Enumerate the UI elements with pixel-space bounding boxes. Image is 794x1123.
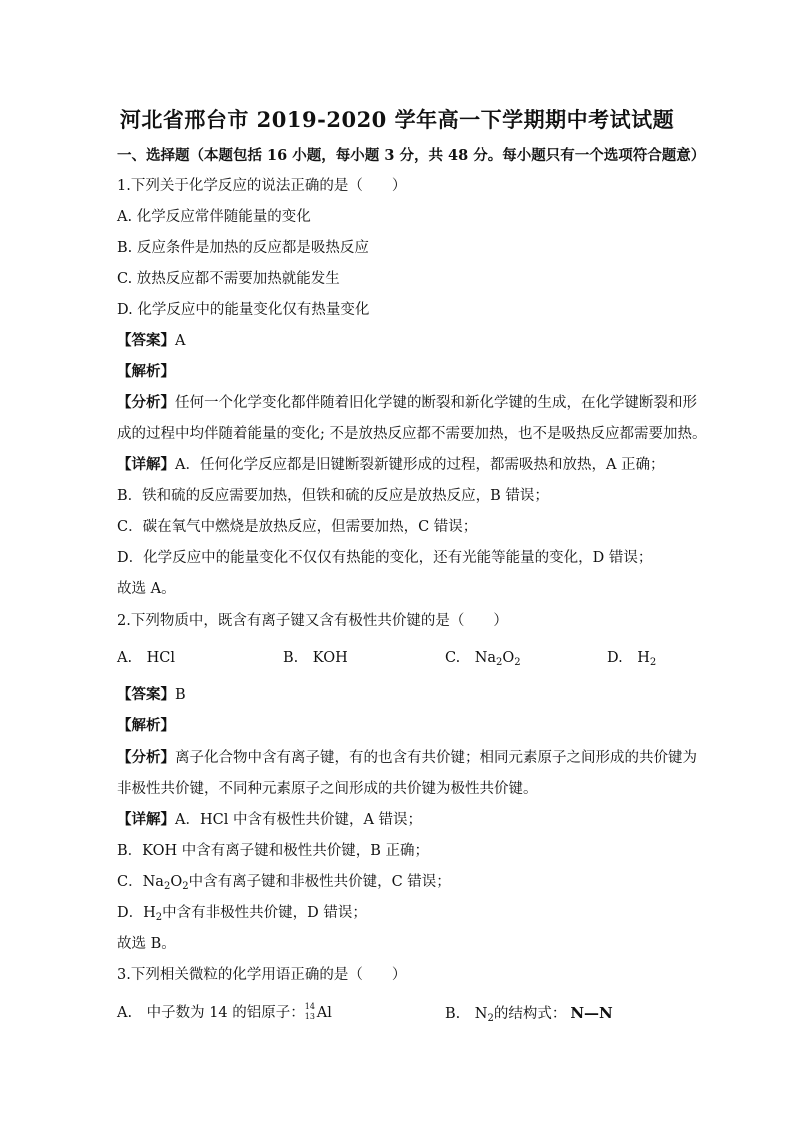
atomic-number: 13 — [304, 1012, 315, 1021]
xiangjie-label: 【详解】 — [117, 811, 175, 828]
q1-option-a: A. 化学反应常伴随能量的变化 — [117, 209, 311, 225]
option-letter: C. — [445, 650, 475, 666]
subscript: 2 — [487, 1013, 494, 1024]
q1-stem: 1.下列关于化学反应的说法正确的是（ ） — [117, 178, 407, 194]
formula-part: C．Na — [117, 874, 164, 890]
answer-label: 【答案】 — [117, 686, 175, 703]
subscript: 2 — [155, 912, 163, 923]
q1-analysis-label: 【解析】 — [117, 363, 175, 380]
q2-fenxi-line1 — [117, 748, 697, 768]
fenxi-label: 【分析】 — [117, 394, 175, 411]
q2-answer — [117, 685, 186, 705]
q2-xiangjie-a — [117, 810, 422, 830]
q2-option-d — [607, 648, 656, 668]
element-symbol: Al — [316, 1005, 332, 1021]
formula-part: D．H — [117, 905, 156, 921]
q2-analysis-label: 【解析】 — [117, 717, 175, 734]
q1-xiangjie-c: C．碳在氧气中燃烧是放热反应，但需要加热，C 错误； — [117, 519, 478, 535]
q2-option-b: B. KOH — [283, 650, 348, 666]
q2-fenxi-line2: 非极性共价键，不同种元素原子之间形成的共价键为极性共价键。 — [117, 781, 538, 797]
subscript: 2 — [163, 881, 171, 892]
q1-option-b: B. 反应条件是加热的反应都是吸热反应 — [117, 240, 369, 256]
q3-stem: 3.下列相关微粒的化学用语正确的是（ ） — [117, 967, 407, 983]
answer-value: B — [175, 687, 186, 703]
formula-part: H — [637, 650, 650, 666]
q1-option-c: C. 放热反应都不需要加热就能发生 — [117, 271, 340, 287]
page-title: 河北省邢台市 2019-2020 学年高一下学期期中考试试题 — [119, 107, 675, 132]
xiangjie-text: 中含有非极性共价键，D 错误； — [162, 905, 367, 921]
q1-answer — [117, 331, 185, 351]
fenxi-text: 离子化合物中含有离子键，有的也含有共价键；相同元素原子之间形成的共价键为 — [175, 750, 697, 766]
mass-number: 14 — [304, 1002, 315, 1011]
q1-xiangjie-a — [117, 455, 665, 475]
q1-xiangjie-b: B．铁和硫的反应需要加热，但铁和硫的反应是放热反应，B 错误； — [117, 488, 549, 504]
structural-formula: N—N — [570, 1004, 613, 1022]
subscript: 2 — [182, 881, 189, 892]
xiangjie-text: 中含有离子键和非极性共价键，C 错误； — [188, 874, 451, 890]
answer-value: A — [175, 333, 186, 349]
xiangjie-text: A．HCl 中含有极性共价键，A 错误； — [175, 812, 423, 828]
subscript: 2 — [496, 657, 503, 668]
fenxi-text: 任何一个化学变化都伴随着旧化学键的断裂和新化学键的生成，在化学键断裂和形 — [175, 395, 697, 411]
q2-stem: 2.下列物质中，既含有离子键又含有极性共价键的是（ ） — [117, 613, 508, 629]
q3-option-b — [445, 1003, 613, 1024]
option-text: 的结构式： — [493, 1006, 567, 1022]
q1-conclusion: 故选 A。 — [117, 581, 176, 597]
isotope-notation — [305, 1003, 317, 1023]
answer-label: 【答案】 — [117, 332, 175, 349]
q1-xiangjie-d: D．化学反应中的能量变化不仅仅有热能的变化，还有光能等能量的变化，D 错误； — [117, 550, 653, 566]
q2-xiangjie-d — [117, 903, 367, 923]
q1-fenxi-line1 — [117, 393, 697, 413]
xiangjie-label: 【详解】 — [117, 456, 175, 473]
formula-part: O — [170, 874, 183, 890]
formula-part: Na — [474, 650, 497, 666]
q3-option-a — [117, 1003, 332, 1023]
q2-option-c — [445, 648, 521, 668]
q2-conclusion: 故选 B。 — [117, 936, 176, 952]
xiangjie-text: A．任何化学反应都是旧键断裂新键形成的过程，都需吸热和放热，A 正确； — [175, 457, 665, 473]
formula-part: O — [502, 650, 515, 666]
q2-option-a: A. HCl — [117, 650, 175, 666]
option-letter: D. — [607, 650, 638, 666]
fenxi-label: 【分析】 — [117, 749, 175, 766]
q2-xiangjie-c — [117, 872, 451, 892]
subscript: 2 — [649, 657, 657, 668]
q1-fenxi-line2: 成的过程中均伴随着能量的变化; 不是放热反应都不需要加热，也不是吸热反应都需要加热。 — [117, 426, 707, 442]
formula-part: B. N — [445, 1006, 488, 1022]
section-heading: 一、选择题（本题包括 16 小题，每小题 3 分，共 48 分。每小题只有一个选项符合题意） — [117, 147, 706, 164]
q2-xiangjie-b: B．KOH 中含有离子键和极性共价键，B 正确； — [117, 843, 430, 859]
q1-option-d: D. 化学反应中的能量变化仅有热量变化 — [117, 302, 370, 318]
subscript: 2 — [514, 657, 521, 668]
option-text: A. 中子数为 14 的铝原子： — [117, 1005, 305, 1021]
